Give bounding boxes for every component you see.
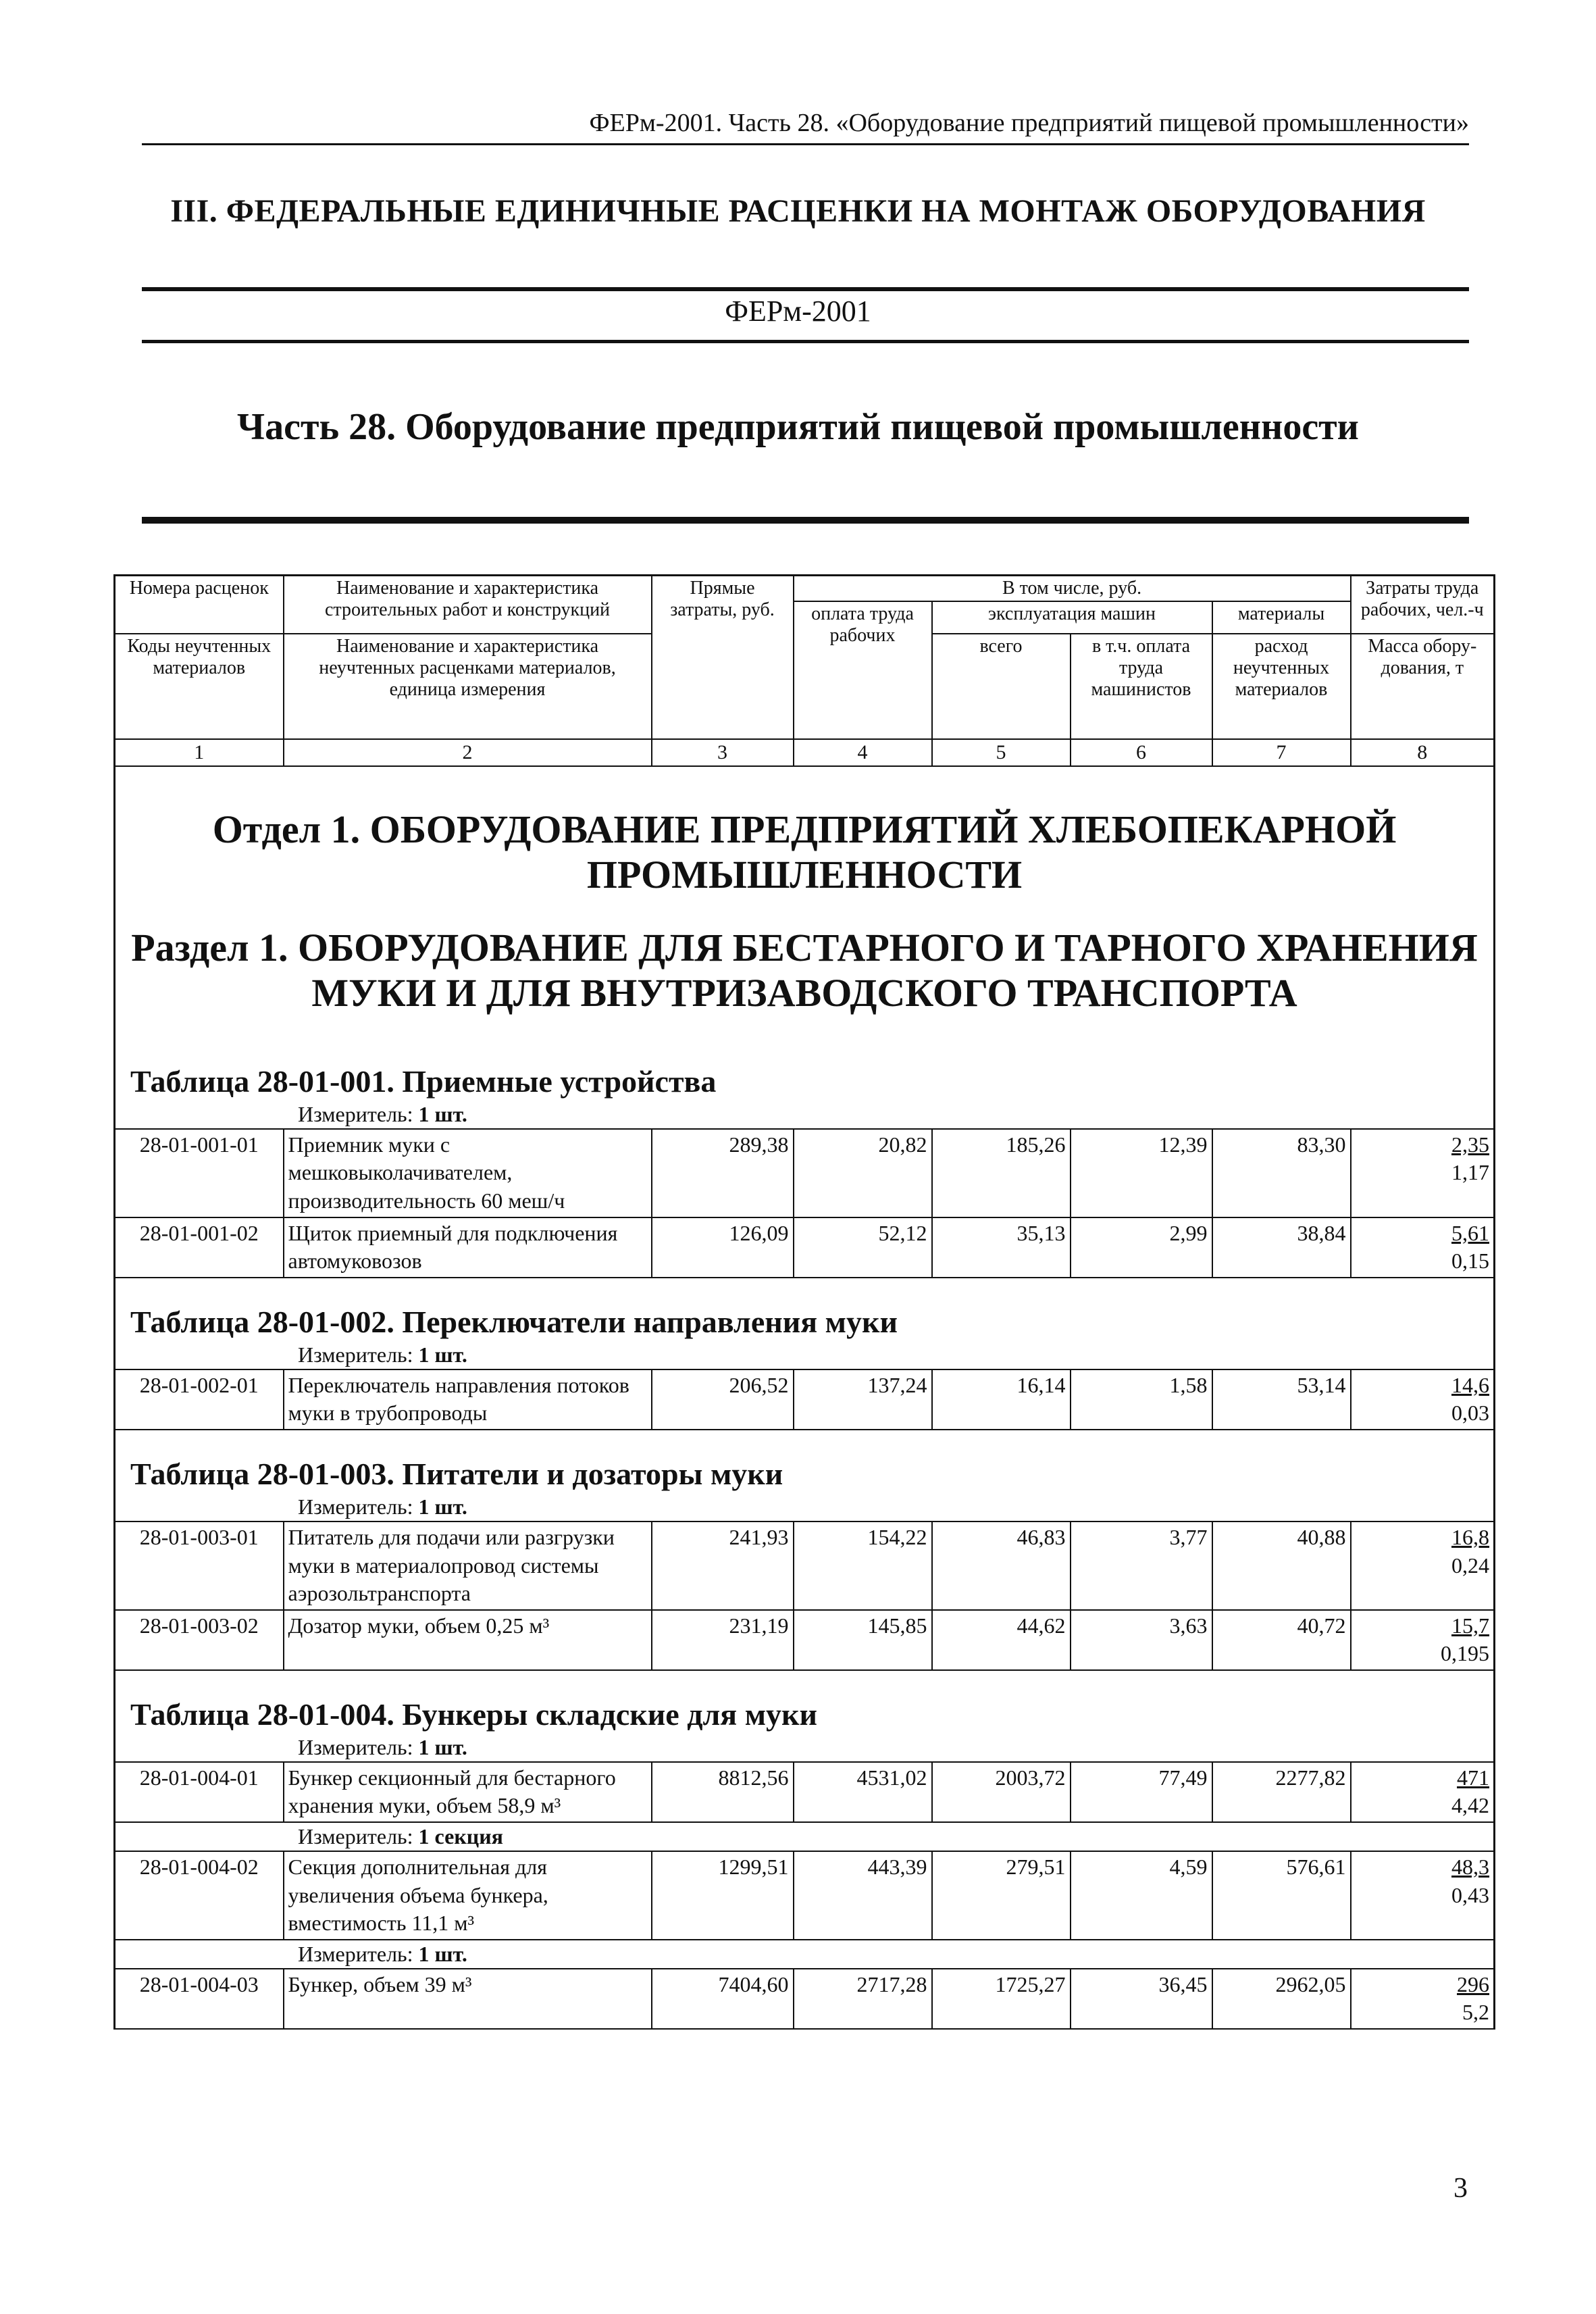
header-col1-bottom: Коды неучтенных материалов (115, 634, 284, 739)
labor-hours: 5,61 (1451, 1220, 1490, 1245)
materials: 2962,05 (1212, 1969, 1351, 2029)
labor-hours: 14,6 (1451, 1372, 1490, 1397)
razdel-row (115, 924, 1495, 1042)
machinists-pay: 3,77 (1071, 1521, 1212, 1610)
table-row (115, 1969, 1495, 2029)
machines-total: 279,51 (932, 1851, 1071, 1940)
machines-total: 35,13 (932, 1217, 1071, 1278)
column-numbers-row (115, 739, 1495, 766)
rate-name: Приемник муки с мешковыколачивателем, производительность 60 меш/ч (284, 1129, 652, 1217)
labor-pay: 145,85 (794, 1610, 932, 1670)
otdel-row (115, 766, 1495, 924)
unit-row (115, 1493, 1495, 1521)
header-machines-total: всего (932, 634, 1071, 739)
rate-name: Дозатор муки, объем 0,25 м³ (284, 1610, 652, 1670)
table-title: Таблица 28-01-004. Бункеры складские для муки (115, 1670, 1495, 1734)
razdel-title: Раздел 1. ОБОРУДОВАНИЕ ДЛЯ БЕСТАРНОГО И ТАРНОГО ХРАНЕНИЯ МУКИ И ДЛЯ ВНУТРИЗАВОДСКОГО ТРАНСПОРТА (115, 924, 1495, 1042)
labor-and-mass (1351, 1217, 1495, 1278)
labor-hours: 16,8 (1451, 1524, 1490, 1549)
otdel-title: Отдел 1. ОБОРУДОВАНИЕ ПРЕДПРИЯТИЙ ХЛЕБОПЕКАРНОЙ ПРОМЫШЛЕННОСТИ (115, 766, 1495, 924)
unit-row (115, 1940, 1495, 1969)
table-title-row (115, 1430, 1495, 1493)
labor-and-mass (1351, 1851, 1495, 1940)
labor-pay: 443,39 (794, 1851, 932, 1940)
machines-total: 16,14 (932, 1369, 1071, 1430)
materials: 83,30 (1212, 1129, 1351, 1217)
table-title: Таблица 28-01-002. Переключатели направления муки (115, 1278, 1495, 1341)
rate-code: 28-01-004-01 (115, 1762, 284, 1822)
unit-row (115, 1341, 1495, 1369)
labor-hours: 48,3 (1451, 1855, 1490, 1880)
machinists-pay: 12,39 (1071, 1129, 1212, 1217)
labor-hours: 471 (1457, 1765, 1490, 1790)
header-col2-bottom: Наименование и характеристика неучтенных расценками материалов, единица измерения (284, 634, 652, 739)
materials: 38,84 (1212, 1217, 1351, 1278)
direct-costs: 206,52 (652, 1369, 794, 1430)
labor-and-mass (1351, 1521, 1495, 1610)
page-number: 3 (1453, 2173, 1468, 2204)
equipment-mass: 4,42 (1451, 1793, 1490, 1818)
materials: 40,72 (1212, 1610, 1351, 1670)
machines-total: 185,26 (932, 1129, 1071, 1217)
unit-row (115, 1822, 1495, 1851)
labor-and-mass (1351, 1610, 1495, 1670)
machinists-pay: 2,99 (1071, 1217, 1212, 1278)
equipment-mass: 0,03 (1451, 1401, 1490, 1426)
unit-label: Измеритель: 1 шт. (115, 1940, 1495, 1969)
labor-pay: 137,24 (794, 1369, 932, 1430)
column-number: 5 (932, 739, 1071, 766)
column-number: 8 (1351, 739, 1495, 766)
machines-total: 1725,27 (932, 1969, 1071, 2029)
rate-code: 28-01-001-02 (115, 1217, 284, 1278)
unit-label: Измеритель: 1 шт. (115, 1493, 1495, 1521)
direct-costs: 1299,51 (652, 1851, 794, 1940)
header-labor-pay: оплата труда рабочих (794, 601, 932, 739)
materials: 40,88 (1212, 1521, 1351, 1610)
rate-code: 28-01-004-03 (115, 1969, 284, 2029)
chapter-rule (142, 517, 1469, 524)
labor-and-mass (1351, 1762, 1495, 1822)
unit-label: Измеритель: 1 секция (115, 1822, 1495, 1851)
top-rule (142, 287, 1469, 291)
header-labor-hours: Затраты труда рабочих, чел.-ч (1351, 576, 1495, 634)
equipment-mass: 0,24 (1451, 1553, 1490, 1578)
materials: 576,61 (1212, 1851, 1351, 1940)
direct-costs: 231,19 (652, 1610, 794, 1670)
machinists-pay: 3,63 (1071, 1610, 1212, 1670)
header-machinists-pay: в т.ч. оплата труда машинистов (1071, 634, 1212, 739)
header-equipment-mass: Масса обору-дования, т (1351, 634, 1495, 739)
column-number: 7 (1212, 739, 1351, 766)
rate-code: 28-01-002-01 (115, 1369, 284, 1430)
labor-pay: 4531,02 (794, 1762, 932, 1822)
rate-code: 28-01-003-02 (115, 1610, 284, 1670)
table-row (115, 1851, 1495, 1940)
equipment-mass: 0,195 (1441, 1641, 1490, 1666)
labor-and-mass (1351, 1129, 1495, 1217)
table-title-row (115, 1278, 1495, 1341)
machinists-pay: 4,59 (1071, 1851, 1212, 1940)
direct-costs: 7404,60 (652, 1969, 794, 2029)
column-number: 1 (115, 739, 284, 766)
machinists-pay: 1,58 (1071, 1369, 1212, 1430)
labor-hours: 296 (1457, 1971, 1490, 1996)
labor-pay: 2717,28 (794, 1969, 932, 2029)
labor-pay: 52,12 (794, 1217, 932, 1278)
table-row (115, 1762, 1495, 1822)
column-number: 2 (284, 739, 652, 766)
rates-table (113, 574, 1495, 2030)
direct-costs: 126,09 (652, 1217, 794, 1278)
unit-row (115, 1734, 1495, 1762)
rate-name: Питатель для подачи или разгрузки муки в материалопровод системы аэрозольтранспорта (284, 1521, 652, 1610)
machines-total: 44,62 (932, 1610, 1071, 1670)
header-including: В том числе, руб. (794, 576, 1351, 602)
labor-hours: 2,35 (1451, 1132, 1490, 1157)
equipment-mass: 1,17 (1451, 1160, 1490, 1185)
column-number: 3 (652, 739, 794, 766)
code-rule (142, 340, 1469, 343)
rate-name: Бункер секционный для бестарного хранения муки, объем 58,9 м³ (284, 1762, 652, 1822)
unit-label: Измеритель: 1 шт. (115, 1101, 1495, 1129)
labor-pay: 20,82 (794, 1129, 932, 1217)
equipment-mass: 5,2 (1462, 2000, 1490, 2025)
machinists-pay: 36,45 (1071, 1969, 1212, 2029)
labor-and-mass (1351, 1969, 1495, 2029)
machinists-pay: 77,49 (1071, 1762, 1212, 1822)
header-row-1 (115, 576, 1495, 602)
machines-total: 46,83 (932, 1521, 1071, 1610)
materials: 2277,82 (1212, 1762, 1351, 1822)
rate-name: Переключатель направления потоков муки в трубопроводы (284, 1369, 652, 1430)
header-materials: материалы (1212, 601, 1351, 634)
labor-hours: 15,7 (1451, 1613, 1490, 1638)
labor-and-mass (1351, 1369, 1495, 1430)
table-title-row (115, 1670, 1495, 1734)
unit-row (115, 1101, 1495, 1129)
labor-pay: 154,22 (794, 1521, 932, 1610)
column-number: 4 (794, 739, 932, 766)
rate-name: Бункер, объем 39 м³ (284, 1969, 652, 2029)
chapter-title: Часть 28. Оборудование предприятий пищевой промышленности (237, 406, 1359, 448)
rate-name: Секция дополнительная для увеличения объема бункера, вместимость 11,1 м³ (284, 1851, 652, 1940)
header-col1-top: Номера расценок (115, 576, 284, 634)
rate-code: 28-01-003-01 (115, 1521, 284, 1610)
header-unaccounted-materials: расход неучтенных материалов (1212, 634, 1351, 739)
machines-total: 2003,72 (932, 1762, 1071, 1822)
column-number: 6 (1071, 739, 1212, 766)
equipment-mass: 0,15 (1451, 1249, 1490, 1274)
running-header: ФЕРм-2001. Часть 28. «Оборудование предприятий пищевой промышленности» (142, 108, 1469, 145)
header-machines: эксплуатация машин (932, 601, 1212, 634)
direct-costs: 241,93 (652, 1521, 794, 1610)
table-row (115, 1521, 1495, 1610)
direct-costs: 289,38 (652, 1129, 794, 1217)
table-row (115, 1369, 1495, 1430)
rate-code: 28-01-004-02 (115, 1851, 284, 1940)
rate-code: 28-01-001-01 (115, 1129, 284, 1217)
table-title-row (115, 1043, 1495, 1101)
unit-label: Измеритель: 1 шт. (115, 1341, 1495, 1369)
direct-costs: 8812,56 (652, 1762, 794, 1822)
code-title: ФЕРм-2001 (725, 295, 871, 328)
table-title: Таблица 28-01-001. Приемные устройства (115, 1043, 1495, 1101)
part-title: III. ФЕДЕРАЛЬНЫЕ ЕДИНИЧНЫЕ РАСЦЕНКИ НА МОНТАЖ ОБОРУДОВАНИЯ (170, 193, 1426, 229)
equipment-mass: 0,43 (1451, 1882, 1490, 1907)
table-title: Таблица 28-01-003. Питатели и дозаторы муки (115, 1430, 1495, 1493)
rate-name: Щиток приемный для подключения автомуковозов (284, 1217, 652, 1278)
table-row (115, 1129, 1495, 1217)
materials: 53,14 (1212, 1369, 1351, 1430)
header-direct-costs: Прямые затраты, руб. (652, 576, 794, 740)
unit-label: Измеритель: 1 шт. (115, 1734, 1495, 1762)
table-row (115, 1217, 1495, 1278)
header-col2-top: Наименование и характеристика строительных работ и конструкций (284, 576, 652, 634)
table-row (115, 1610, 1495, 1670)
